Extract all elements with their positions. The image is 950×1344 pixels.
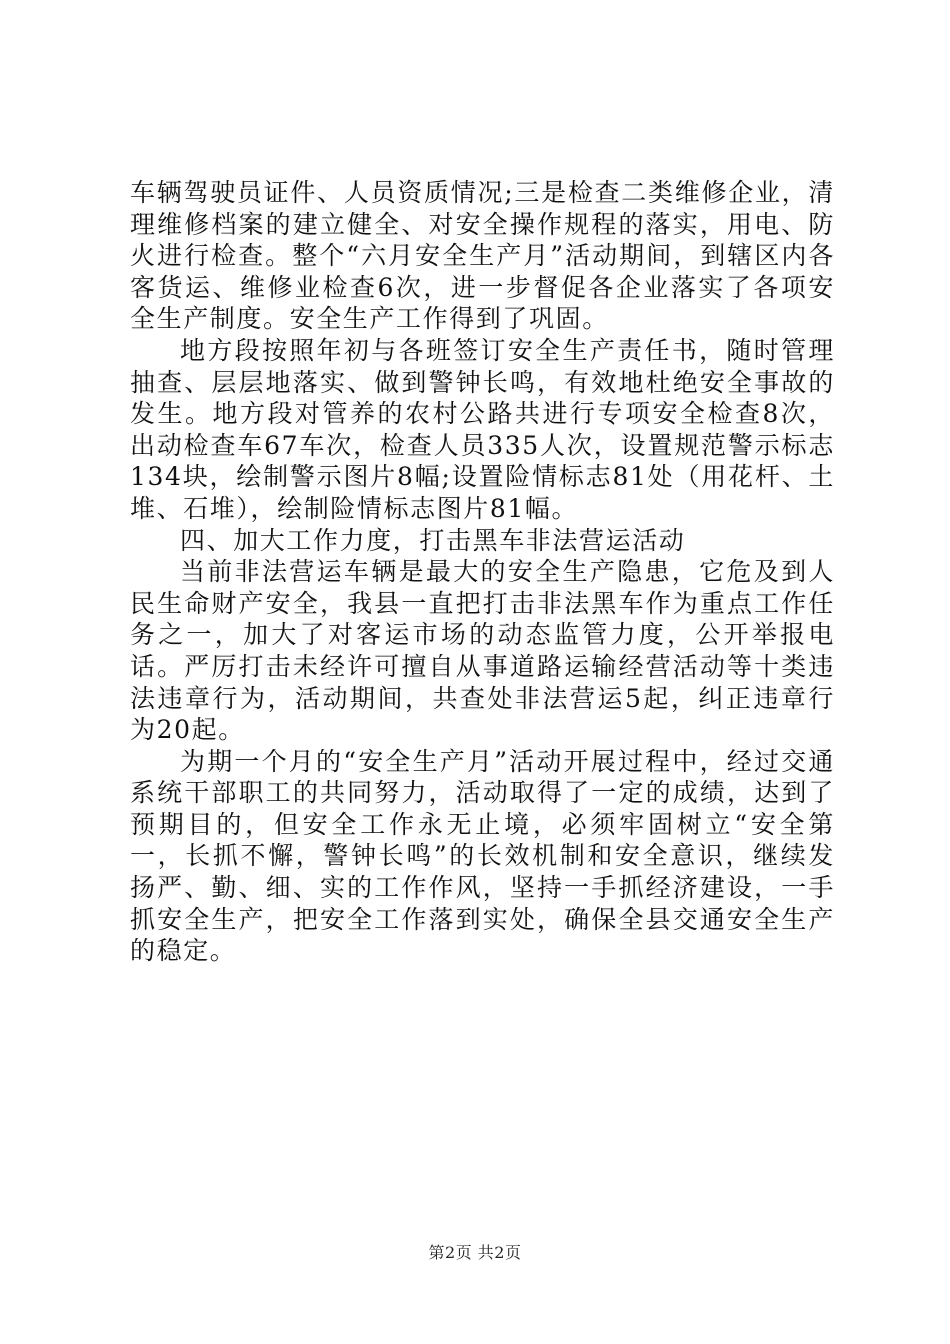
document-body [130, 177, 835, 967]
paragraph-continued: 车辆驾驶员证件、人员资质情况;三是检查二类维修企业，清理维修档案的建立健全、对安全操作规程的落实，用电、防火进行检查。整个“六月安全生产月”活动期间，到辖区内各客货运、维修业检查6次，进一步督促各企业落实了各项安全生产制度。安全生产工作得到了巩固。 [130, 178, 835, 334]
section-heading: 四、加大工作力度，打击黑车非法营运活动 [180, 525, 686, 555]
paragraph-local-section: 地方段按照年初与各班签订安全生产责任书，随时管理抽查、层层地落实、做到警钟长鸣，有效地杜绝安全事故的发生。地方段对管养的农村公路共进行专项安全检查8次，出动检查车67车次，检查人员335人次，设置规范警示标志134块，绘制警示图片8幅;设置险情标志81处（用花杆、土堆、石堆），绘制险情标志图片81幅。 [130, 335, 835, 523]
paragraph-illegal-operation: 当前非法营运车辆是最大的安全生产隐患，它危及到人民生命财产安全，我县一直把打击非法黑车作为重点工作任务之一，加大了对客运市场的动态监管力度，公开举报电话。严厉打击未经许可擅自从事道路运输经营活动等十类违法违章行为，活动期间，共查处非法营运5起，纠正违章行为20起。 [130, 557, 835, 745]
page-number-footer: 第2页 共2页 [428, 1243, 522, 1262]
paragraph-conclusion: 为期一个月的“安全生产月”活动开展过程中，经过交通系统干部职工的共同努力，活动取得了一定的成绩，达到了预期目的，但安全工作永无止境，必须牢固树立“安全第一，长抓不懈，警钟长鸣”的长效机制和安全意识，继续发扬严、勤、细、实的工作作风，坚持一手抓经济建设，一手抓安全生产，把安全工作落到实处，确保全县交通安全生产的稳定。 [130, 746, 835, 966]
